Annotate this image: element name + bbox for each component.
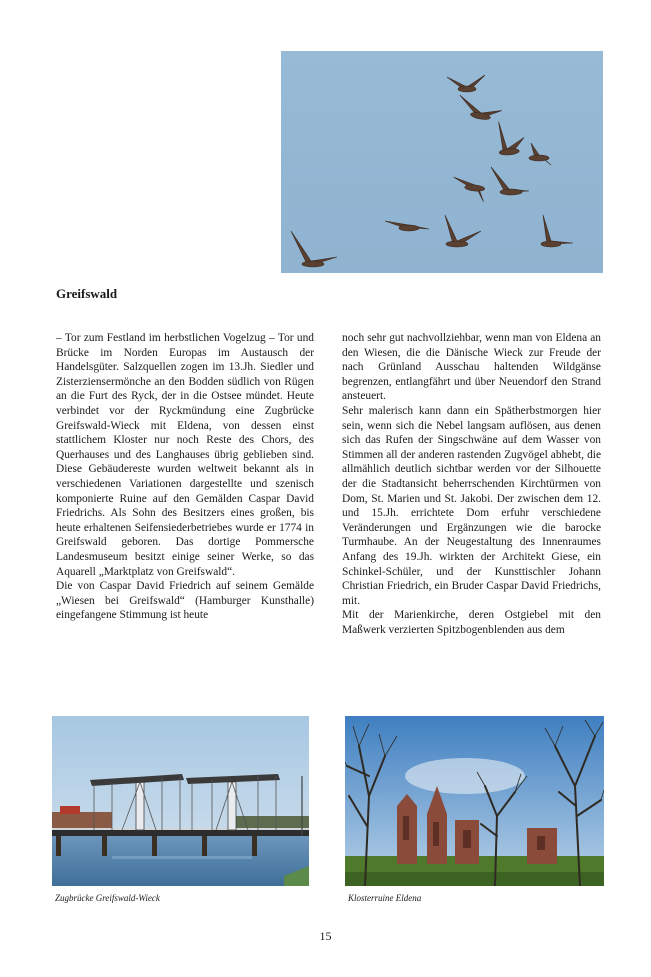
paragraph: Die von Caspar David Friedrich auf seinem Gemälde „Wiesen bei Greifswald“ (Hamburger Kunsthalle) eingefangene Stimmung ist heute: [56, 580, 314, 622]
text-column-left: [56, 331, 314, 623]
page-number: 15: [319, 929, 332, 943]
geese-photo: [281, 51, 603, 273]
photo-caption-ruin: Klosterruine Eldena: [348, 893, 422, 903]
text-column-right: [342, 331, 601, 637]
monastery-ruin-photo: [345, 716, 604, 886]
paragraph: – Tor zum Festland im herbstlichen Vogelzug – Tor und Brücke im Norden Europas im Austausch der Handelsgüter. Salzquellen zogen im 13.Jh. Siedler und Zisterziensermönche an den Bodden südlich von Rügen an die Furt des Ryck, der in die Ostsee mündet. Heute verbindet vor der Ryckmündung eine Zugbrücke Greifswald-Wieck mit Eldena, von dessen einst stattlichem Kloster nur noch Reste des Chors, des Querhauses und des Langhauses übrig geblieben sind. Diese Gebäudereste wurden weltweit bekannt als in verschiedenen Variationen dargestellte und szenisch komponierte Ruine auf den Gemälden Caspar David Friedrichs. Als Sohn des Besitzers eines großen, bis heute erhaltenen Seifensiederbetriebes wurde er 1774 in Greifswald geboren. Das dortige Pommersche Landesmuseum besitzt einige seiner Werke, so das Aquarell „Marktplatz von Greifswald“.: [56, 332, 314, 578]
paragraph: Sehr malerisch kann dann ein Spätherbstmorgen hier sein, wenn sich die Nebel langsam auflösen, aus denen sich das Rufen der Singschwäne auf dem Wasser von Stimmen all der anderen rastenden Zugvögel abhebt, die allmählich deutlich sichtbar werden vor der Silhouette der die Stadtansicht beherrschenden Kirchtürmen von Dom, St. Marien und St. Jakobi. Der zwischen dem 12. und 15.Jh. errichtete Dom erfuhr verschiedene Veränderungen und Ergänzungen wie die barocke Turmhaube. An der Neugestaltung des Innenraumes Anfang des 19.Jh. wirkten der Architekt Giese, ein Schinkel-Schüler, und der Kunsttischler Johann Christian Friedrich, ein Bruder Caspar David Friedrichs, mit.: [342, 404, 601, 607]
paragraph: Mit der Marienkirche, deren Ostgiebel mit den Maßwerk verzierten Spitzbogenblenden aus dem: [342, 609, 601, 636]
paragraph: noch sehr gut nachvollziehbar, wenn man von Eldena an den Wiesen, die die Dänische Wieck zur Freude der nach Grünland Ausschau haltenden Wildgänse begrenzen, entlangfährt und über Neuendorf den Strand ansteuert.: [342, 332, 601, 403]
photo-caption-drawbridge: Zugbrücke Greifswald-Wieck: [55, 893, 160, 903]
section-heading: Greifswald: [56, 286, 118, 301]
drawbridge-photo: [52, 716, 309, 886]
